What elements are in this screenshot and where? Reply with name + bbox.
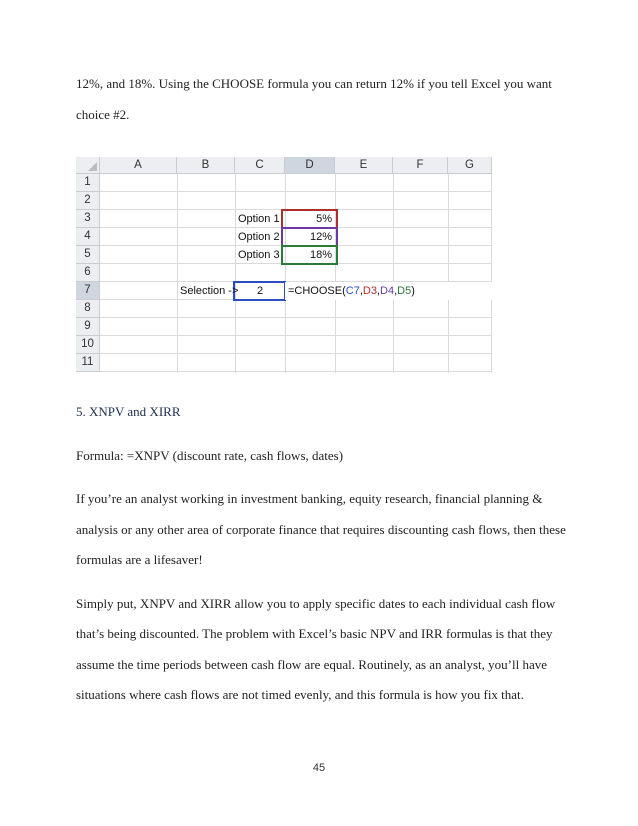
row-header-10: 10 [76, 336, 100, 354]
row-header-2: 2 [76, 192, 100, 210]
cell-d7-formula[interactable] [285, 282, 492, 300]
cell-c5[interactable]: Option 3 [238, 249, 280, 261]
row-header-3: 3 [76, 210, 100, 228]
row-header-4: 4 [76, 228, 100, 246]
formula-prefix: =CHOOSE( [288, 285, 346, 297]
gridline [491, 174, 492, 373]
formula-arg-d3: D3 [362, 285, 377, 297]
column-header-c: C [235, 157, 285, 174]
row-header-7: 7 [76, 282, 100, 300]
cell-c7[interactable]: 2 [256, 285, 264, 297]
column-header-e: E [335, 157, 393, 174]
gridline [100, 191, 492, 192]
formula-separator: , [394, 285, 398, 297]
gridline [100, 371, 492, 372]
formula-arg-d5: D5 [397, 285, 412, 297]
cell-c3[interactable]: Option 1 [238, 213, 280, 225]
paragraph-1-line-1: If you’re an analyst working in investment banking, equity research, financial planning & [76, 491, 543, 506]
formula-separator: , [359, 285, 363, 297]
cell-d4[interactable]: 12% [309, 231, 332, 243]
column-header-f: F [393, 157, 448, 174]
row-header-11: 11 [76, 354, 100, 372]
row-header-9: 9 [76, 318, 100, 336]
paragraph-1-line-3: formulas are a lifesaver! [76, 552, 203, 567]
paragraph-2-line-1: Simply put, XNPV and XIRR allow you to apply specific dates to each individual cash flow [76, 596, 556, 611]
cell-b7[interactable]: Selection -> [180, 285, 239, 297]
gridline [448, 174, 449, 373]
gridline [177, 174, 178, 373]
gridline [285, 174, 286, 373]
cell-c4[interactable]: Option 2 [238, 231, 280, 243]
gridline [335, 174, 336, 373]
select-all-corner [76, 157, 100, 174]
cell-d3[interactable]: 5% [316, 213, 332, 225]
gridline [100, 317, 492, 318]
gridline [235, 174, 236, 373]
row-header-5: 5 [76, 246, 100, 264]
page-number: 45 [312, 762, 326, 774]
formula-arg-d4: D4 [380, 285, 395, 297]
row-header-8: 8 [76, 300, 100, 318]
column-header-g: G [448, 157, 492, 174]
intro-line-2: choice #2. [76, 107, 130, 122]
formula-separator: , [376, 285, 381, 297]
column-header-b: B [177, 157, 235, 174]
cell-d5[interactable]: 18% [309, 249, 332, 261]
spreadsheet-screenshot [76, 157, 492, 373]
section-heading: 5. XNPV and XIRR [76, 404, 181, 419]
paragraph-2-line-4: situations where cash flows are not timed evenly, and this formula is how you fix that. [76, 687, 524, 702]
row-header-1: 1 [76, 174, 100, 192]
formula-suffix: ) [411, 285, 415, 297]
formula-arg-c7: C7 [345, 285, 360, 297]
paragraph-1-line-2: analysis or any other area of corporate finance that requires discounting cash flows, then these [76, 522, 566, 537]
gridline [100, 335, 492, 336]
paragraph-2-line-2: that’s being discounted. The problem with Excel’s basic NPV and IRR formulas is that they [76, 626, 553, 641]
paragraph-2-line-3: assume the time periods between cash flow are equal. Routinely, as an analyst, you’ll have [76, 657, 547, 672]
intro-line-1: 12%, and 18%. Using the CHOOSE formula you can return 12% if you tell Excel you want [76, 76, 552, 91]
column-header-a: A [100, 157, 177, 174]
gridline [100, 353, 492, 354]
column-header-d: D [285, 157, 335, 174]
formula-line: Formula: =XNPV (discount rate, cash flows, dates) [76, 448, 344, 463]
row-header-6: 6 [76, 264, 100, 282]
gridline [393, 174, 394, 373]
